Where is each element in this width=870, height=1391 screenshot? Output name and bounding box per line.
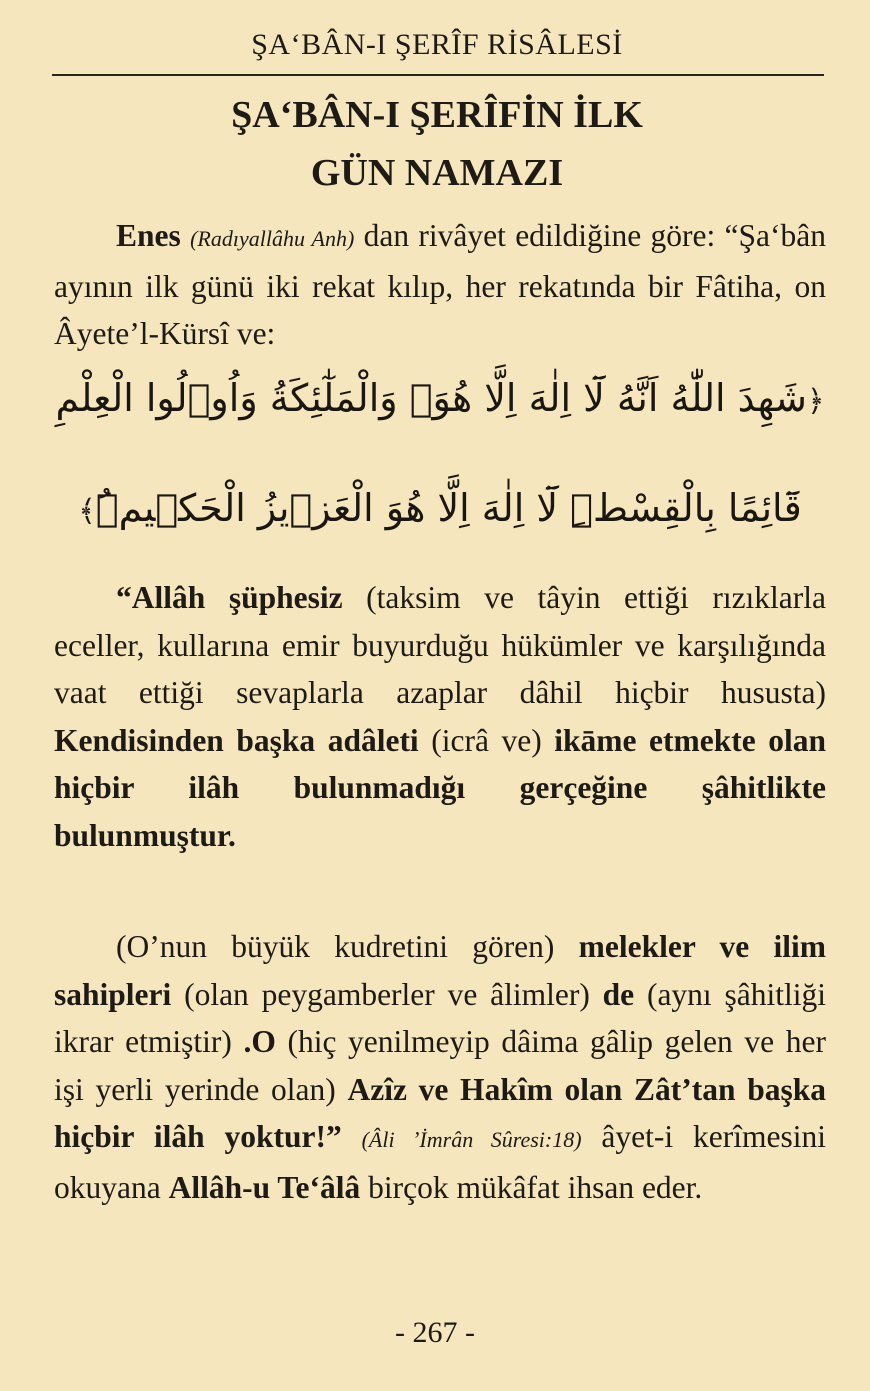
bold-text: ikāme etmekte olan hiçbir ilâh bulunmadığı gerçeğine şâhitlikte bulunmuştur. [54,722,826,853]
ornament-open-icon: ﴿ [806,384,825,419]
arabic-text-2: قَٓائِمًا بِالْقِسْطِۜ لَٓا اِلٰهَ اِلَّا هُوَ الْعَز۪يزُ الْحَك۪يمُۜ [95,486,802,530]
verse-reference: (Âli ʼİmrân Sûresi:18) [361,1127,582,1152]
plain-text: (taksim ve tâyin ettiği rızıklarla eceller, kullarına emir buyurduğu hükümler ve karşılığında vaat ettiği sevaplarla azaplar dâhil hiçbir hususta) [54,580,827,710]
arabic-verse-line-2 [54,486,826,530]
plain-text: (O’nun büyük kudretini gören) [116,929,579,964]
plain-text: (aynı şâhitliği ikrar etmiştir) [54,976,826,1059]
ornament-close-icon: ﴾ [78,494,96,529]
plain-text: (icrâ ve) [418,722,555,758]
bold-text: “Allâh şüphesiz [116,580,343,615]
intro-paragraph [54,212,826,358]
translation-paragraph-2 [54,923,826,1211]
intro-text: dan rivâyet edildiğine göre: “Şa‘bân ayının ilk günü iki rekat kılıp, her rekatında bir Fâtiha, on Âyete’l-Kürsî ve: [54,218,826,351]
section-title-line-1: ŞA‘BÂN-I ŞERÎFİN İLK [231,94,643,136]
plain-text: âyet-i kerîmesini okuyana [54,1119,826,1205]
plain-text: birçok mükâfat ihsan eder. [360,1169,703,1205]
honorific: (Radıyallâhu Anh) [190,226,355,251]
page-number: - 267 - [395,1316,475,1349]
arabic-text-1: شَهِدَ اللّٰهُ اَنَّهُ لَٓا اِلٰهَ اِلَّا هُوَۙ وَالْمَلٰٓئِكَةُ وَاُو۬لُوا الْعِلْمِ [55,376,807,420]
arabic-verse-line-1 [54,376,826,420]
running-head: ŞA‘BÂN-I ŞERÎF RİSÂLESİ [251,28,623,61]
plain-text: (hiç yenilmeyip dâima gâlip gelen ve her işi yerli yerinde olan) [54,1024,826,1107]
bold-text: de [602,976,635,1012]
bold-text: Azîz ve Hakîm olan Zât’tan başka hiçbir ilâh yoktur!” [54,1071,826,1154]
bold-text: Kendisinden başka adâleti [54,722,419,758]
plain-text: (olan peygamberler ve âlimler) [171,976,603,1012]
bold-text: melekler ve ilim sahipleri [54,929,826,1012]
narrator-name: Enes [116,218,181,253]
header-rule [52,74,824,76]
section-title [52,86,822,202]
bold-text: .O [243,1024,276,1059]
bold-text: Allâh-u Te‘âlâ [168,1169,361,1205]
section-title-line-2: GÜN NAMAZI [310,152,564,194]
translation-paragraph-1 [54,574,826,859]
